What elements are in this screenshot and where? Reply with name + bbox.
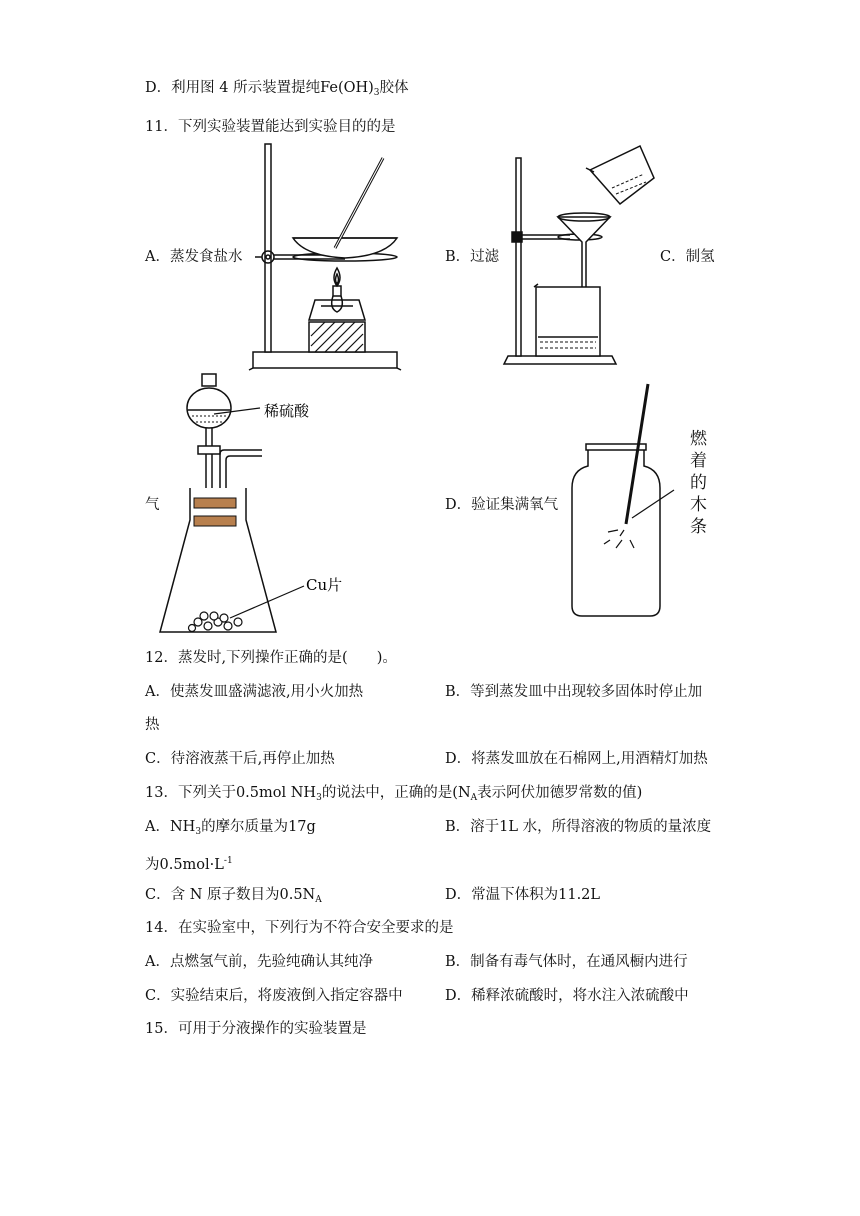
acid-label: 稀硫酸 xyxy=(264,402,310,420)
q11-option-c-head: C．制氢 xyxy=(660,249,715,265)
formula: NH xyxy=(169,819,196,835)
q11-option-d: D．验证集满氧气 xyxy=(445,497,559,513)
evaporation-apparatus-figure xyxy=(245,140,405,372)
superscript: -1 xyxy=(223,856,233,866)
formula: Fe(OH) xyxy=(320,80,374,96)
stem-text: 表示阿伏加德罗常数的值) xyxy=(477,785,643,801)
value: 17g xyxy=(288,819,316,835)
q12-option-b-tail: 热 xyxy=(145,717,160,733)
q14-option-d: D．稀释浓硫酸时，将水注入浓硫酸中 xyxy=(445,988,689,1004)
option-letter: D． xyxy=(145,80,172,96)
option-text-tail: 胶体 xyxy=(379,80,409,96)
q11-option-a: A．蒸发食盐水 xyxy=(145,249,243,265)
q14-stem: 14．在实验室中，下列行为不符合安全要求的是 xyxy=(145,920,454,936)
formula-subscript: 3 xyxy=(316,793,322,803)
formula-subscript: 3 xyxy=(373,88,380,98)
formula-subscript: 3 xyxy=(195,827,202,837)
q12-option-d: D．将蒸发皿放在石棉网上,用酒精灯加热 xyxy=(445,751,708,767)
q12-stem: 12．蒸发时,下列操作正确的是( )。 xyxy=(145,650,397,666)
stem-text: 13．下列关于 xyxy=(145,785,236,801)
q13-stem xyxy=(145,784,642,807)
q14-option-c: C．实验结束后，将废液倒入指定容器中 xyxy=(145,988,403,1004)
option-text: 为 xyxy=(145,857,160,873)
formula-subscript: A xyxy=(315,895,322,905)
option-text: 利用图 4 所示装置提纯 xyxy=(171,80,321,96)
label-char: 条 xyxy=(690,517,707,537)
q10-option-d xyxy=(145,79,409,102)
q13-option-b-head: B．溶于1L 水，所得溶液的物质的量浓度 xyxy=(445,819,712,835)
value: 0.5mol·L xyxy=(159,857,224,873)
q12-option-c: C．待溶液蒸干后,再停止加热 xyxy=(145,751,335,767)
cu-label: Cu片 xyxy=(306,576,343,594)
burning-splint-label xyxy=(690,428,710,538)
label-char: 燃 xyxy=(690,429,707,449)
q13-option-b-tail xyxy=(145,852,233,874)
formula: N xyxy=(457,785,471,801)
option-text: C．含 N 原子数目为 xyxy=(145,887,280,903)
hydrogen-generation-figure xyxy=(150,370,370,642)
q12-option-a: A．使蒸发皿盛满滤液,用小火加热 xyxy=(145,684,364,700)
stem-text: 的说法中，正确的是( xyxy=(321,785,458,801)
filtration-apparatus-figure xyxy=(500,142,660,370)
label-char: 木 xyxy=(690,495,707,515)
q13-option-c xyxy=(145,886,322,909)
option-text: D．常温下体积为 xyxy=(445,887,559,903)
option-letter: A． xyxy=(145,819,170,835)
formula: 0.5mol NH xyxy=(235,785,317,801)
q14-option-a: A．点燃氢气前，先验纯确认其纯净 xyxy=(145,954,373,970)
q13-option-a xyxy=(145,818,316,841)
value: 0.5N xyxy=(279,887,316,903)
label-char: 的 xyxy=(690,473,707,493)
label-char: 着 xyxy=(690,451,707,471)
option-text: 的摩尔质量为 xyxy=(201,819,289,835)
q12-option-b-head: B．等到蒸发皿中出现较多固体时停止加 xyxy=(445,684,703,700)
q13-option-d xyxy=(445,886,600,904)
q11-option-b: B．过滤 xyxy=(445,249,500,265)
q11-stem: 11．下列实验装置能达到实验目的的是 xyxy=(145,119,396,135)
q14-option-b: B．制备有毒气体时，在通风橱内进行 xyxy=(445,954,688,970)
q11-option-c-tail: 气 xyxy=(145,497,160,513)
value: 11.2L xyxy=(558,887,601,903)
q15-stem: 15．可用于分液操作的实验装置是 xyxy=(145,1021,367,1037)
formula-subscript: A xyxy=(470,793,478,803)
